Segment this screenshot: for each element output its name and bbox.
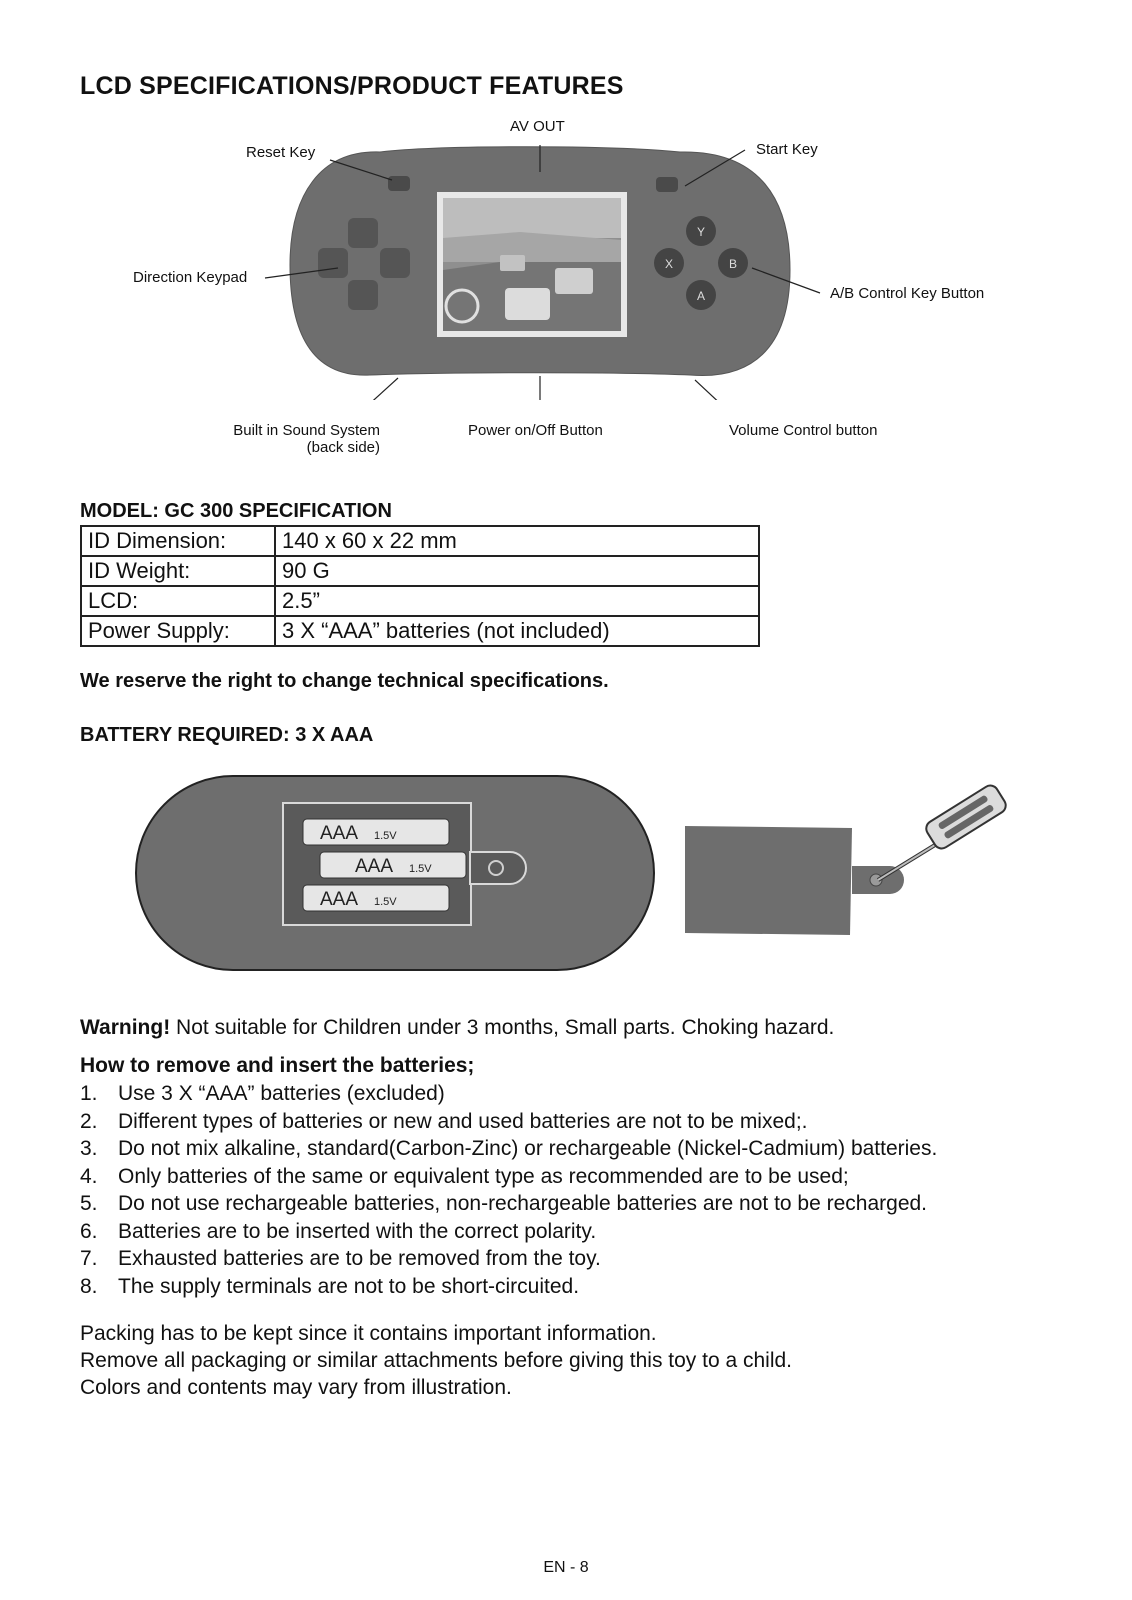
warning-text [80,1016,834,1040]
label-sound-system [208,422,380,456]
warning-lead: Warning! [80,1016,171,1039]
battery-cells [303,819,466,911]
spec-notice: We reserve the right to change technical specifications. [80,670,609,692]
svg-text:B: B [728,257,738,271]
list-item: 2. Different types of batteries or new and used batteries are not to be mixed;. [80,1109,808,1133]
label-reset-key: Reset Key [246,144,316,161]
howto-title: How to remove and insert the batteries; [80,1054,475,1077]
spec-value: 3 X “AAA” batteries (not included) [275,616,759,646]
list-item: 1. Use 3 X “AAA” batteries (excluded) [80,1082,445,1105]
label-start-key: Start Key [756,141,818,158]
label-sound-line2: (back side) [306,439,380,456]
page-number: EN - 8 [543,1559,589,1576]
list-item: 8. The supply terminals are not to be short-circuited. [80,1274,580,1298]
table-row [81,586,759,616]
spec-title: MODEL: GC 300 SPECIFICATION [80,500,392,522]
list-item: 3. Do not mix alkaline, standard(Carbon-Zinc) or rechargeable (Nickel-Cadmium) batteries. [80,1137,938,1160]
label-ab-control: A/B Control Key Button [830,285,985,302]
spec-key: LCD: [81,586,275,616]
spec-table [80,525,760,647]
closing-line-1: Packing has to be kept since it contains important information. [80,1322,657,1345]
start-key [656,177,678,192]
reset-key [388,176,410,191]
label-sound-line1: Built in Sound System [233,422,380,439]
spec-value: 140 x 60 x 22 mm [275,526,759,556]
closing-line-3: Colors and contents may vary from illustration. [80,1376,512,1399]
spec-value: 90 G [275,556,759,586]
page-title: LCD SPECIFICATIONS/PRODUCT FEATURES [80,72,624,100]
spec-value: 2.5” [275,586,759,616]
spec-key: ID Weight: [81,556,275,586]
steps-list [80,1080,937,1300]
list-item: 7. Exhausted batteries are to be removed from the toy. [80,1247,601,1270]
battery-illustration [120,770,1020,980]
label-direction-keypad: Direction Keypad [133,269,248,286]
table-row [81,526,759,556]
list-item: 4. Only batteries of the same or equivalent type as recommended are to be used; [80,1164,849,1188]
spec-key: ID Dimension: [81,526,275,556]
battery-label: AAA [320,823,359,844]
battery-label: AAA [320,889,359,910]
warning-body: Not suitable for Children under 3 months, Small parts. Choking hazard. [170,1016,835,1039]
label-av-out: AV OUT [510,118,565,135]
closing-line-2: Remove all packaging or similar attachments before giving this toy to a child. [80,1349,793,1372]
screwdriver-icon [878,783,1009,880]
table-row [81,616,759,646]
list-item: 6. Batteries are to be inserted with the correct polarity. [80,1219,597,1243]
svg-text:X: X [664,257,674,271]
battery-voltage: 1.5V [374,896,397,908]
battery-cover [685,826,852,935]
list-item: 5. Do not use rechargeable batteries, non-rechargeable batteries are not to be recharged. [80,1192,928,1215]
svg-text:Y: Y [696,225,706,239]
table-row [81,556,759,586]
svg-text:A: A [696,289,706,303]
label-volume: Volume Control button [729,422,878,439]
battery-title: BATTERY REQUIRED: 3 X AAA [80,724,374,746]
battery-voltage: 1.5V [374,830,397,842]
battery-label: AAA [355,856,394,877]
spec-key: Power Supply: [81,616,275,646]
battery-voltage: 1.5V [409,863,432,875]
device-illustration [0,110,1132,400]
label-power: Power on/Off Button [468,422,603,439]
